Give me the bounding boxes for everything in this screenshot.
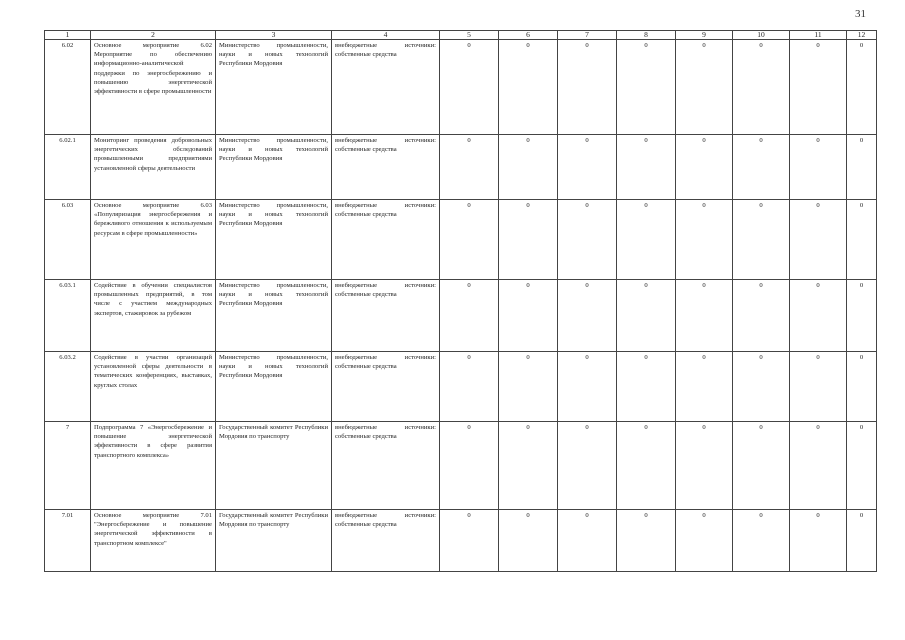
responsible-executor: Государственный комитет Республики Мордовия по транспорту <box>216 510 332 572</box>
funding-source: внебюджетные источники: собственные средства <box>332 40 440 135</box>
responsible-executor: Министерство промышленности, науки и новых технологий Республики Мордовия <box>216 200 332 280</box>
funding-source: внебюджетные источники: собственные средства <box>332 200 440 280</box>
funding-value: 0 <box>499 422 558 510</box>
funding-value: 0 <box>617 135 676 200</box>
activity-name: Мониторинг проведения добровольных энергетических обследований промышленными предприятиями установленной сферы деятельности <box>91 135 216 200</box>
funding-value: 0 <box>440 280 499 352</box>
activity-name: Основное мероприятие 7.01 "Энергосбережение и повышение энергетической эффективности в транспортном комплексе" <box>91 510 216 572</box>
row-number: 6.03.2 <box>45 352 91 422</box>
funding-value: 0 <box>617 352 676 422</box>
funding-value: 0 <box>558 510 617 572</box>
funding-value: 0 <box>558 352 617 422</box>
funding-value: 0 <box>790 135 847 200</box>
funding-value: 0 <box>617 280 676 352</box>
activity-name: Содействие в участии организаций установленной сферы деятельности в тематических конференциях, выставках, круглых столах <box>91 352 216 422</box>
funding-source: внебюджетные источники: собственные средства <box>332 510 440 572</box>
row-number: 7 <box>45 422 91 510</box>
column-header-8: 8 <box>617 31 676 40</box>
funding-value: 0 <box>440 200 499 280</box>
funding-value: 0 <box>558 422 617 510</box>
funding-value: 0 <box>676 422 733 510</box>
column-header-2: 2 <box>91 31 216 40</box>
funding-value: 0 <box>440 135 499 200</box>
funding-source: внебюджетные источники: собственные средства <box>332 135 440 200</box>
funding-value: 0 <box>790 200 847 280</box>
column-header-6: 6 <box>499 31 558 40</box>
funding-value: 0 <box>733 40 790 135</box>
column-header-11: 11 <box>790 31 847 40</box>
funding-value: 0 <box>617 40 676 135</box>
column-header-4: 4 <box>332 31 440 40</box>
row-number: 7.01 <box>45 510 91 572</box>
funding-value: 0 <box>790 352 847 422</box>
funding-value: 0 <box>733 135 790 200</box>
funding-value: 0 <box>847 200 877 280</box>
funding-value: 0 <box>558 40 617 135</box>
funding-value: 0 <box>676 135 733 200</box>
funding-value: 0 <box>790 280 847 352</box>
funding-value: 0 <box>440 352 499 422</box>
funding-value: 0 <box>499 280 558 352</box>
column-header-1: 1 <box>45 31 91 40</box>
funding-value: 0 <box>733 422 790 510</box>
funding-value: 0 <box>617 422 676 510</box>
row-number: 6.02 <box>45 40 91 135</box>
program-activities-table <box>44 30 877 572</box>
funding-value: 0 <box>790 40 847 135</box>
funding-value: 0 <box>676 280 733 352</box>
funding-value: 0 <box>499 352 558 422</box>
column-header-7: 7 <box>558 31 617 40</box>
funding-value: 0 <box>676 510 733 572</box>
table-row <box>45 352 877 422</box>
column-header-5: 5 <box>440 31 499 40</box>
column-header-12: 12 <box>847 31 877 40</box>
header-row <box>45 31 877 40</box>
table-row <box>45 40 877 135</box>
table-row <box>45 510 877 572</box>
funding-value: 0 <box>847 510 877 572</box>
table-row <box>45 135 877 200</box>
table-row <box>45 280 877 352</box>
funding-value: 0 <box>499 40 558 135</box>
funding-value: 0 <box>558 200 617 280</box>
responsible-executor: Министерство промышленности, науки и новых технологий Республики Мордовия <box>216 135 332 200</box>
funding-value: 0 <box>847 40 877 135</box>
table-row <box>45 422 877 510</box>
funding-value: 0 <box>733 352 790 422</box>
funding-source: внебюджетные источники: собственные средства <box>332 352 440 422</box>
responsible-executor: Министерство промышленности, науки и новых технологий Республики Мордовия <box>216 280 332 352</box>
funding-value: 0 <box>440 422 499 510</box>
activity-name: Содействие в обучении специалистов промышленных предприятий, в том числе с участием международных экспертов, стажировок за рубежом <box>91 280 216 352</box>
funding-value: 0 <box>733 200 790 280</box>
page-number: 31 <box>855 8 866 20</box>
funding-value: 0 <box>558 280 617 352</box>
funding-value: 0 <box>847 352 877 422</box>
column-header-9: 9 <box>676 31 733 40</box>
funding-value: 0 <box>847 422 877 510</box>
funding-value: 0 <box>676 352 733 422</box>
responsible-executor: Государственный комитет Республики Мордовия по транспорту <box>216 422 332 510</box>
column-header-3: 3 <box>216 31 332 40</box>
responsible-executor: Министерство промышленности, науки и новых технологий Республики Мордовия <box>216 352 332 422</box>
activity-name: Основное мероприятие 6.03 «Популяризация энергосбережения и бережливого отношения к используемым ресурсам в сфере промышленности» <box>91 200 216 280</box>
funding-value: 0 <box>499 135 558 200</box>
funding-value: 0 <box>440 40 499 135</box>
row-number: 6.03 <box>45 200 91 280</box>
row-number: 6.03.1 <box>45 280 91 352</box>
funding-value: 0 <box>790 510 847 572</box>
funding-value: 0 <box>499 510 558 572</box>
funding-value: 0 <box>733 510 790 572</box>
funding-value: 0 <box>676 200 733 280</box>
funding-value: 0 <box>558 135 617 200</box>
table-body <box>45 40 877 572</box>
funding-source: внебюджетные источники: собственные средства <box>332 422 440 510</box>
activity-name: Основное мероприятие 6.02 Мероприятие по обеспечению информационно-аналитической поддержки по энергосбережению и повышению энергетической эффективности в сфере промышленности <box>91 40 216 135</box>
funding-value: 0 <box>617 510 676 572</box>
funding-value: 0 <box>790 422 847 510</box>
column-header-10: 10 <box>733 31 790 40</box>
funding-value: 0 <box>733 280 790 352</box>
table-row <box>45 200 877 280</box>
funding-source: внебюджетные источники: собственные средства <box>332 280 440 352</box>
activity-name: Подпрограмма 7 «Энергосбережение и повышение энергетической эффективности в сфере развития транспортного комплекса» <box>91 422 216 510</box>
responsible-executor: Министерство промышленности, науки и новых технологий Республики Мордовия <box>216 40 332 135</box>
funding-value: 0 <box>847 135 877 200</box>
funding-value: 0 <box>676 40 733 135</box>
row-number: 6.02.1 <box>45 135 91 200</box>
funding-value: 0 <box>847 280 877 352</box>
funding-value: 0 <box>440 510 499 572</box>
funding-value: 0 <box>499 200 558 280</box>
funding-value: 0 <box>617 200 676 280</box>
